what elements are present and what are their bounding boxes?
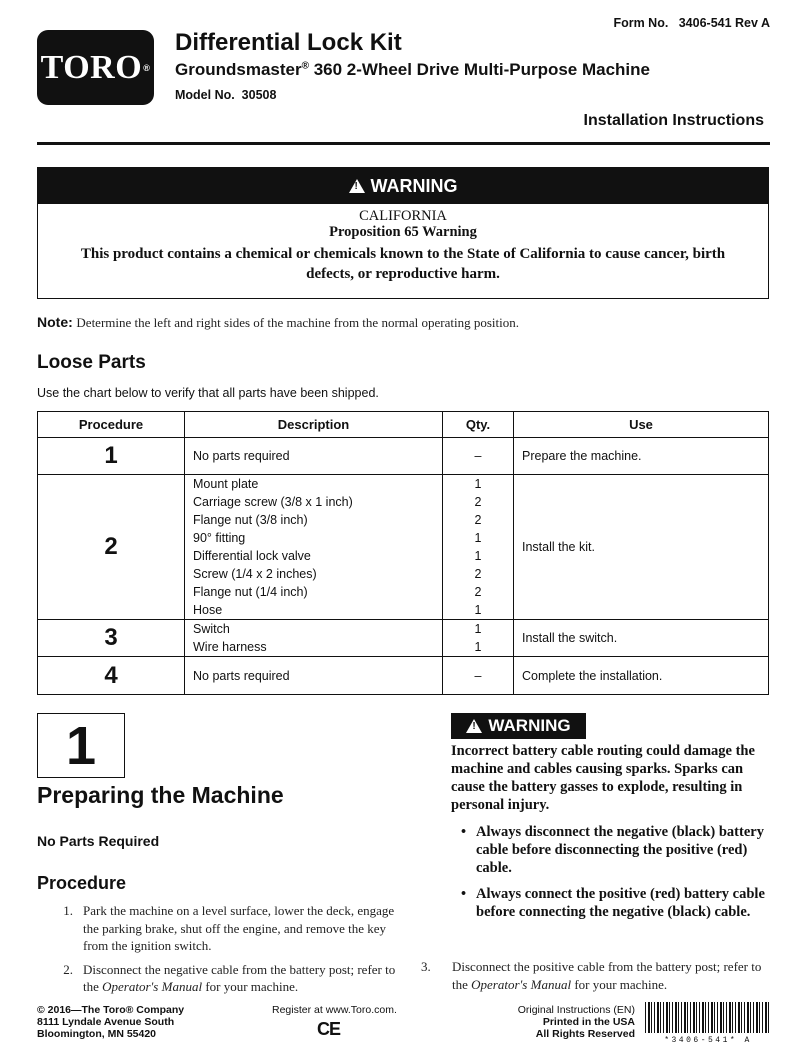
loose-parts-table [37,411,769,695]
list-item: 3. Disconnect the positive cable from the battery post; refer to the Operator's Manual for your machine. [421,959,762,992]
column-header: Use [514,412,769,438]
header-divider [37,142,770,145]
battery-warning-bullets [451,823,771,929]
table-header-row [38,412,769,438]
use-cell: Install the switch. [514,620,769,657]
warning-icon [349,179,365,193]
column-header: Description [185,412,443,438]
use-cell: Complete the installation. [514,657,769,695]
list-item: • Always connect the positive (red) battery cable before connecting the negative (black) cable. [460,886,765,920]
use-cell: Install the kit. [514,475,769,620]
qty-cell: 1 2 2 1 1 2 2 1 [443,475,514,620]
description-cell: No parts required [185,438,443,475]
qty-cell: – [443,657,514,695]
warning-proposition: Proposition 65 Warning [329,224,477,240]
description-cell: No parts required [185,657,443,695]
procedure-heading: Procedure [37,873,127,893]
footer-rights: Original Instructions (EN) Printed in the USA All Rights Reserved [517,1004,635,1040]
barcode-text: *3406-541* A [664,1036,752,1045]
battery-warning-header: ! WARNING [451,713,586,739]
footer-company: © 2016—The Toro® Company 8111 Lyndale Avenue South Bloomington, MN 55420 [37,1004,185,1040]
table-row [38,475,769,620]
procedure-number: 3 [38,620,185,657]
no-parts-required: No Parts Required [37,833,160,849]
form-number: Form No. 3406-541 Rev A [613,16,770,30]
loose-parts-heading: Loose Parts [37,352,146,373]
table-row [38,657,769,695]
description-cell: Switch Wire harness [185,620,443,657]
procedure-number: 2 [38,475,185,620]
table-row [38,438,769,475]
battery-warning-text: Incorrect battery cable routing could damage the machine and cables causing sparks. Sparks can cause the battery gasses to explode, resulting in personal injury. [451,743,755,813]
section-title: Preparing the Machine [37,782,284,808]
qty-cell: – [443,438,514,475]
procedure-number: 4 [38,657,185,695]
warning-icon [466,719,482,733]
table-row [38,620,769,657]
list-item: • Always disconnect the negative (black) battery cable before disconnecting the positive (red) cable. [460,824,764,876]
page-title: Differential Lock Kit [175,29,402,56]
model-number: Model No. 30508 [175,88,277,102]
procedure-number: 1 [38,438,185,475]
column-header: Procedure [38,412,185,438]
use-cell: Prepare the machine. [514,438,769,475]
loose-parts-intro: Use the chart below to verify that all parts have been shipped. [37,386,379,400]
warning-header: ! WARNING [38,168,768,204]
barcode [645,1002,771,1033]
warning-state: CALIFORNIA [359,208,447,224]
warning-text: This product contains a chemical or chemicals known to the State of California to cause cancer, birth defects, or reproductive harm. [80,246,726,282]
qty-cell: 1 1 [443,620,514,657]
list-item: 1. Park the machine on a level surface, lower the deck, engage the parking brake, shut off the engine, and remove the key from the ignition switch. [63,903,395,953]
description-cell: Mount plate Carriage screw (3/8 x 1 inch) Flange nut (3/8 inch) 90° fitting Differential lock valve Screw (1/4 x 2 inches) Flange nut (1/4 inch) Hose [185,475,443,620]
footer-register: Register at www.Toro.com. [272,1004,397,1016]
toro-logo: TORO ® [37,30,154,105]
prop65-warning-box [37,167,769,299]
machine-subtitle: Groundsmaster® 360 2-Wheel Drive Multi-Purpose Machine [175,60,650,79]
installation-instructions-label: Installation Instructions [583,112,764,129]
procedure-steps [37,902,397,1002]
list-item: 2. Disconnect the negative cable from the battery post; refer to the Operator's Manual for your machine. [63,961,396,994]
ce-mark: CE [317,1019,341,1039]
note: Note: Determine the left and right sides of the machine from the normal operating position. [37,314,520,330]
step-number-box: 1 [37,713,125,778]
column-header: Qty. [443,412,514,438]
